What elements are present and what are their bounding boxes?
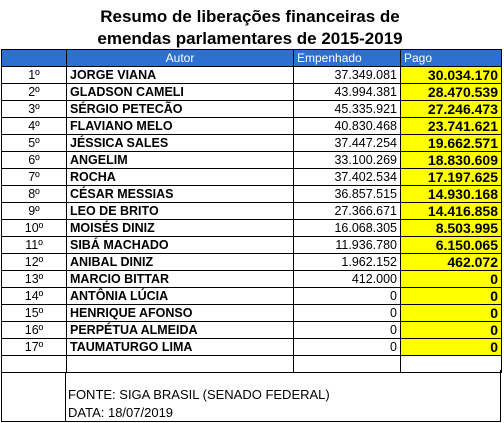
pago-cell: 462.072	[401, 254, 502, 271]
author-name-cell: ROCHA	[67, 169, 294, 186]
empenhado-cell: 37.349.081	[294, 67, 401, 84]
header-rank-cell	[2, 50, 67, 67]
rank-cell: 16º	[2, 322, 67, 339]
footer-date: DATA: 18/07/2019	[68, 405, 174, 420]
author-name-cell: LEO DE BRITO	[67, 203, 294, 220]
table-row	[2, 84, 502, 101]
rank-cell: 6º	[2, 152, 67, 169]
pago-cell: 0	[401, 339, 502, 356]
report-title	[30, 6, 470, 50]
author-name-cell: JÉSSICA SALES	[67, 135, 294, 152]
pago-cell: 8.503.995	[401, 220, 502, 237]
rank-cell: 7º	[2, 169, 67, 186]
empenhado-cell: 0	[294, 288, 401, 305]
pago-cell: 14.930.168	[401, 186, 502, 203]
table-row	[2, 169, 502, 186]
empenhado-cell: 0	[294, 305, 401, 322]
rank-cell: 13º	[2, 271, 67, 288]
empenhado-cell: 36.857.515	[294, 186, 401, 203]
rank-cell: 12º	[2, 254, 67, 271]
rank-cell: 17º	[2, 339, 67, 356]
rank-cell: 4º	[2, 118, 67, 135]
title-line-2: emendas parlamentares de 2015-2019	[97, 29, 403, 48]
pago-cell: 28.470.539	[401, 84, 502, 101]
pago-cell: 23.741.621	[401, 118, 502, 135]
author-name-cell: MOISÉS DINIZ	[67, 220, 294, 237]
empenhado-cell: 43.994.381	[294, 84, 401, 101]
pago-cell: 0	[401, 305, 502, 322]
author-name-cell: JORGE VIANA	[67, 67, 294, 84]
table-header-row	[2, 50, 502, 67]
empenhado-cell: 16.068.305	[294, 220, 401, 237]
pago-cell: 0	[401, 288, 502, 305]
table-row	[2, 305, 502, 322]
title-line-1: Resumo de liberações financeiras de	[100, 7, 400, 26]
header-empenhado: Empenhado	[294, 50, 401, 67]
author-name-cell: ANIBAL DINIZ	[67, 254, 294, 271]
empenhado-cell: 37.447.254	[294, 135, 401, 152]
rank-cell: 10º	[2, 220, 67, 237]
author-name-cell: HENRIQUE AFONSO	[67, 305, 294, 322]
table-row	[2, 67, 502, 84]
table-row	[2, 118, 502, 135]
table-row	[2, 271, 502, 288]
empenhado-cell: 0	[294, 339, 401, 356]
rank-cell: 5º	[2, 135, 67, 152]
author-name-cell: ANTÔNIA LÚCIA	[67, 288, 294, 305]
author-name-cell: ANGELIM	[67, 152, 294, 169]
pago-cell: 18.830.609	[401, 152, 502, 169]
rank-cell: 8º	[2, 186, 67, 203]
table-row	[2, 339, 502, 356]
rank-cell: 15º	[2, 305, 67, 322]
table-row	[2, 254, 502, 271]
empenhado-cell: 11.936.780	[294, 237, 401, 254]
empenhado-cell: 27.366.671	[294, 203, 401, 220]
rank-cell: 2º	[2, 84, 67, 101]
header-autor: Autor	[67, 50, 294, 67]
table-row	[2, 322, 502, 339]
empenhado-cell: 0	[294, 322, 401, 339]
author-name-cell: TAUMATURGO LIMA	[67, 339, 294, 356]
author-name-cell: GLADSON CAMELI	[67, 84, 294, 101]
table-row	[2, 237, 502, 254]
table-row	[2, 135, 502, 152]
footer-source: FONTE: SIGA BRASIL (SENADO FEDERAL)	[68, 387, 330, 402]
pago-cell: 17.197.625	[401, 169, 502, 186]
table-row	[2, 220, 502, 237]
author-name-cell: FLAVIANO MELO	[67, 118, 294, 135]
table-row	[2, 186, 502, 203]
pago-cell: 6.150.065	[401, 237, 502, 254]
header-pago: Pago	[401, 50, 502, 67]
pago-cell: 19.662.571	[401, 135, 502, 152]
empenhado-cell: 33.100.269	[294, 152, 401, 169]
empenhado-cell: 1.962.152	[294, 254, 401, 271]
pago-cell: 27.246.473	[401, 101, 502, 118]
rank-cell: 3º	[2, 101, 67, 118]
pago-cell: 0	[401, 322, 502, 339]
table-row	[2, 101, 502, 118]
empenhado-cell: 45.335.921	[294, 101, 401, 118]
pago-cell: 0	[401, 271, 502, 288]
empenhado-cell: 412.000	[294, 271, 401, 288]
author-name-cell: PERPÉTUA ALMEIDA	[67, 322, 294, 339]
table-row	[2, 152, 502, 169]
pago-cell: 30.034.170	[401, 67, 502, 84]
rank-cell: 9º	[2, 203, 67, 220]
table-row	[2, 203, 502, 220]
empenhado-cell: 40.830.468	[294, 118, 401, 135]
author-name-cell: CÉSAR MESSIAS	[67, 186, 294, 203]
author-name-cell: SIBÁ MACHADO	[67, 237, 294, 254]
rank-cell: 14º	[2, 288, 67, 305]
rank-cell: 1º	[2, 67, 67, 84]
pago-cell: 14.416.858	[401, 203, 502, 220]
rank-cell: 11º	[2, 237, 67, 254]
author-name-cell: MARCIO BITTAR	[67, 271, 294, 288]
ranking-table	[1, 49, 502, 373]
empenhado-cell: 37.402.534	[294, 169, 401, 186]
table-row	[2, 288, 502, 305]
author-name-cell: SÉRGIO PETECÃO	[67, 101, 294, 118]
